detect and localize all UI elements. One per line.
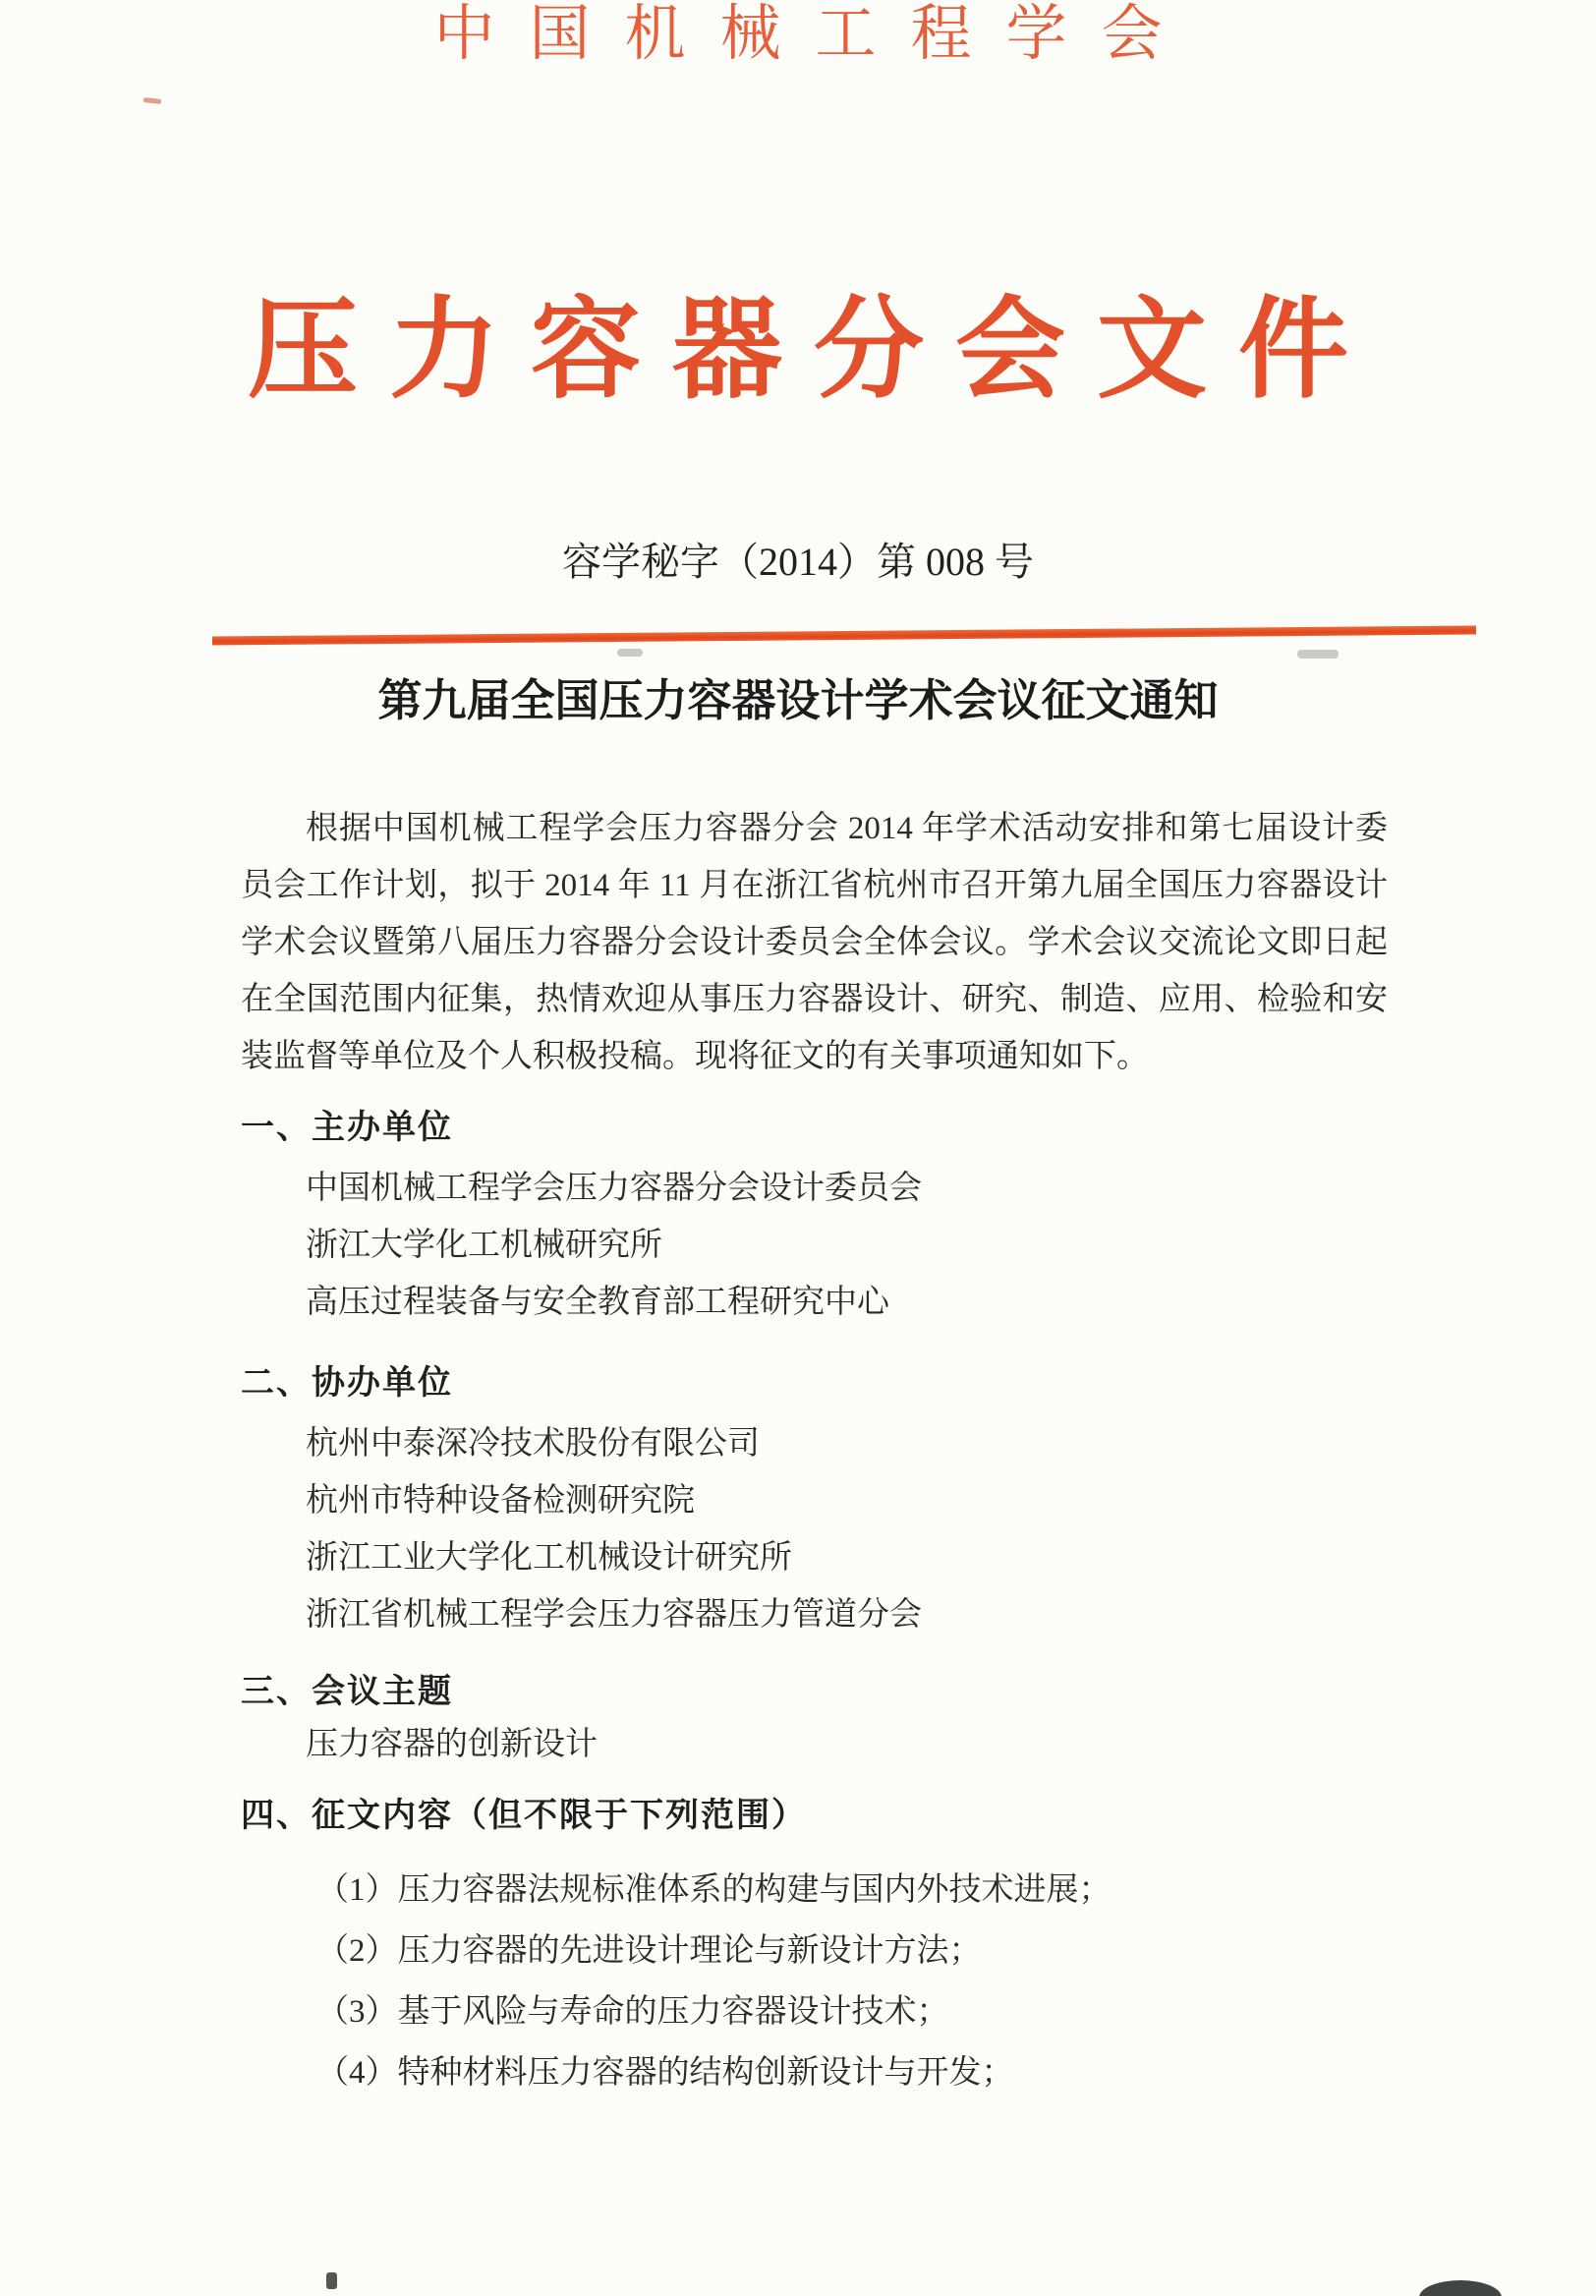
letterhead-banner: 压力容器分会文件 [248,290,1380,412]
numbered-topic-item: （1）压力容器法规标准体系的构建与国内外技术进展； [316,1872,1112,1908]
section-heading: 一、主办单位 [241,1109,453,1146]
section-heading: 三、会议主题 [241,1673,453,1710]
section-item: 浙江大学化工机械研究所 [306,1228,662,1263]
intro-paragraph-line: 员会工作计划，拟于 2014 年 11 月在浙江省杭州市召开第九届全国压力容器设计 [241,868,1388,903]
numbered-topic-item: （2）压力容器的先进设计理论与新设计方法； [316,1933,982,1969]
letterhead-organization: 中国机械工程学会 [433,1,1197,68]
section-heading: 二、协办单位 [241,1364,453,1402]
red-divider-rule [212,626,1476,646]
intro-paragraph-line: 在全国范围内征集，热情欢迎从事压力容器设计、研究、制造、应用、检验和安 [241,982,1388,1017]
intro-paragraph-line: 装监督等单位及个人积极投稿。现将征文的有关事项通知如下。 [241,1039,1149,1074]
scan-artifact-smudge [617,649,643,657]
section-item-list [306,1415,1440,1643]
section-item: 高压过程装备与安全教育部工程研究中心 [306,1285,889,1320]
section-item: 浙江省机械工程学会压力容器压力管道分会 [306,1597,922,1633]
section-co-organizers [241,1354,1440,1643]
section-paper-topics [241,1787,1440,2103]
section-item: 杭州中泰深冷技术股份有限公司 [306,1426,760,1462]
scan-artifact-speck [143,97,161,104]
scan-artifact-speck [326,2272,337,2289]
section-item: 压力容器的创新设计 [306,1727,598,1762]
section-hosts [241,1099,1440,1331]
document-number: 容学秘字（2014）第 008 号 [562,540,1034,584]
section-item-list [306,1716,1440,1773]
section-item-list [306,1160,1440,1331]
section-item: 中国机械工程学会压力容器分会设计委员会 [306,1171,922,1206]
section-item: 杭州市特种设备检测研究院 [306,1483,695,1519]
section-conference-theme [241,1663,1440,1773]
scan-artifact-smudge [1297,650,1339,659]
numbered-topic-item: （3）基于风险与寿命的压力容器设计技术； [316,1994,949,2030]
intro-paragraph-line: 学术会议暨第八届压力容器分会设计委员会全体会议。学术会议交流论文即日起 [241,925,1388,960]
scan-artifact-blob [1419,2280,1502,2296]
notice-title: 第九届全国压力容器设计学术会议征文通知 [377,675,1219,725]
intro-paragraph-line: 根据中国机械工程学会压力容器分会 2014 年学术活动安排和第七届设计委 [306,811,1388,846]
section-heading: 四、征文内容（但不限于下列范围） [241,1797,807,1834]
section-item-list [316,1860,1440,2103]
numbered-topic-item: （4）特种材料压力容器的结构创新设计与开发； [316,2055,1014,2091]
section-item: 浙江工业大学化工机械设计研究所 [306,1540,792,1576]
intro-paragraph [241,800,1388,1085]
